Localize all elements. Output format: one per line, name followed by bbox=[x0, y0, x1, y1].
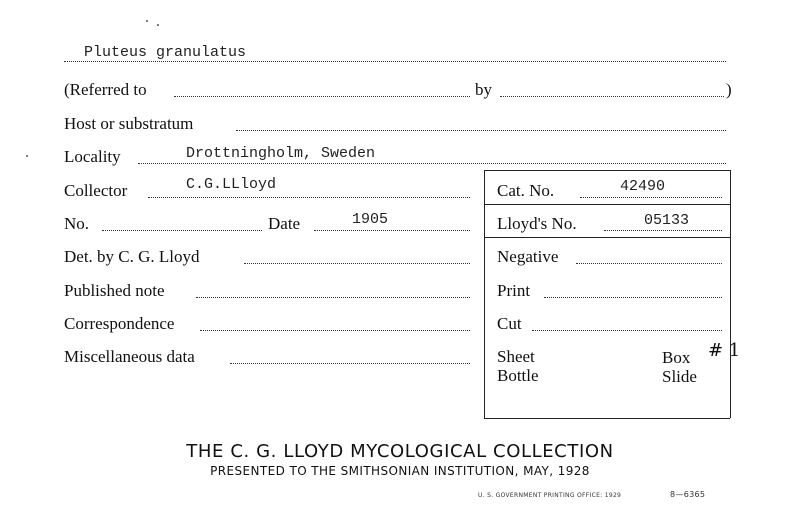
slide-label: Slide bbox=[662, 367, 697, 386]
form-number: 8—6365 bbox=[670, 490, 706, 499]
printing-office-note: U. S. GOVERNMENT PRINTING OFFICE: 1929 bbox=[478, 492, 622, 499]
lloyds-no-label: Lloyd's No. bbox=[497, 214, 577, 233]
date-label: Date bbox=[268, 214, 301, 233]
cat-no-line bbox=[580, 197, 722, 198]
det-by-line bbox=[244, 263, 470, 264]
referred-to-line bbox=[174, 96, 470, 97]
box-left-border bbox=[484, 170, 485, 418]
collector-line bbox=[148, 197, 470, 198]
by-line bbox=[500, 96, 724, 97]
negative-line bbox=[576, 263, 722, 264]
box-top-border bbox=[484, 170, 730, 171]
lloyds-no-value: 05133 bbox=[644, 212, 690, 229]
box-value: # 1 bbox=[708, 340, 741, 361]
date-line bbox=[314, 230, 470, 231]
species-value: Pluteus granulatus bbox=[84, 44, 247, 61]
bottle-label: Bottle bbox=[497, 366, 539, 385]
box-bottom-border bbox=[484, 418, 730, 419]
box-label: Box bbox=[662, 348, 691, 367]
collector-value: C.G.LLloyd bbox=[186, 176, 277, 193]
host-label: Host or substratum bbox=[64, 114, 194, 133]
sheet-label: Sheet bbox=[497, 347, 535, 366]
no-line bbox=[102, 230, 262, 231]
no-label: No. bbox=[64, 214, 90, 233]
cut-label: Cut bbox=[497, 314, 522, 333]
locality-line bbox=[138, 163, 726, 164]
locality-value: Drottningholm, Sweden bbox=[186, 145, 376, 162]
date-value: 1905 bbox=[352, 211, 389, 228]
box-right-border bbox=[730, 170, 731, 418]
lloyds-no-line bbox=[604, 230, 722, 231]
referred-to-label: (Referred to bbox=[64, 80, 147, 99]
print-line bbox=[544, 297, 722, 298]
negative-label: Negative bbox=[497, 247, 559, 266]
collector-label: Collector bbox=[64, 181, 128, 200]
speck bbox=[157, 24, 159, 26]
collection-subtitle: PRESENTED TO THE SMITHSONIAN INSTITUTION, MAY, 1928 bbox=[210, 464, 590, 478]
correspondence-label: Correspondence bbox=[64, 314, 175, 333]
cat-no-value: 42490 bbox=[620, 178, 666, 195]
misc-data-line bbox=[230, 363, 470, 364]
collection-title: THE C. G. LLOYD MYCOLOGICAL COLLECTION bbox=[186, 441, 614, 462]
host-line bbox=[236, 130, 726, 131]
cat-no-label: Cat. No. bbox=[497, 181, 555, 200]
published-note-line bbox=[196, 297, 470, 298]
close-paren: ) bbox=[726, 80, 732, 99]
by-label: by bbox=[475, 80, 492, 99]
box-divider-1 bbox=[484, 204, 730, 205]
det-by-label: Det. by C. G. Lloyd bbox=[64, 247, 200, 266]
published-note-label: Published note bbox=[64, 281, 165, 300]
speck bbox=[146, 20, 148, 22]
locality-label: Locality bbox=[64, 147, 121, 166]
correspondence-line bbox=[200, 330, 470, 331]
cut-line bbox=[532, 330, 722, 331]
misc-data-label: Miscellaneous data bbox=[64, 347, 195, 366]
print-label: Print bbox=[497, 281, 531, 300]
box-divider-2 bbox=[484, 237, 730, 238]
speck bbox=[26, 155, 28, 157]
